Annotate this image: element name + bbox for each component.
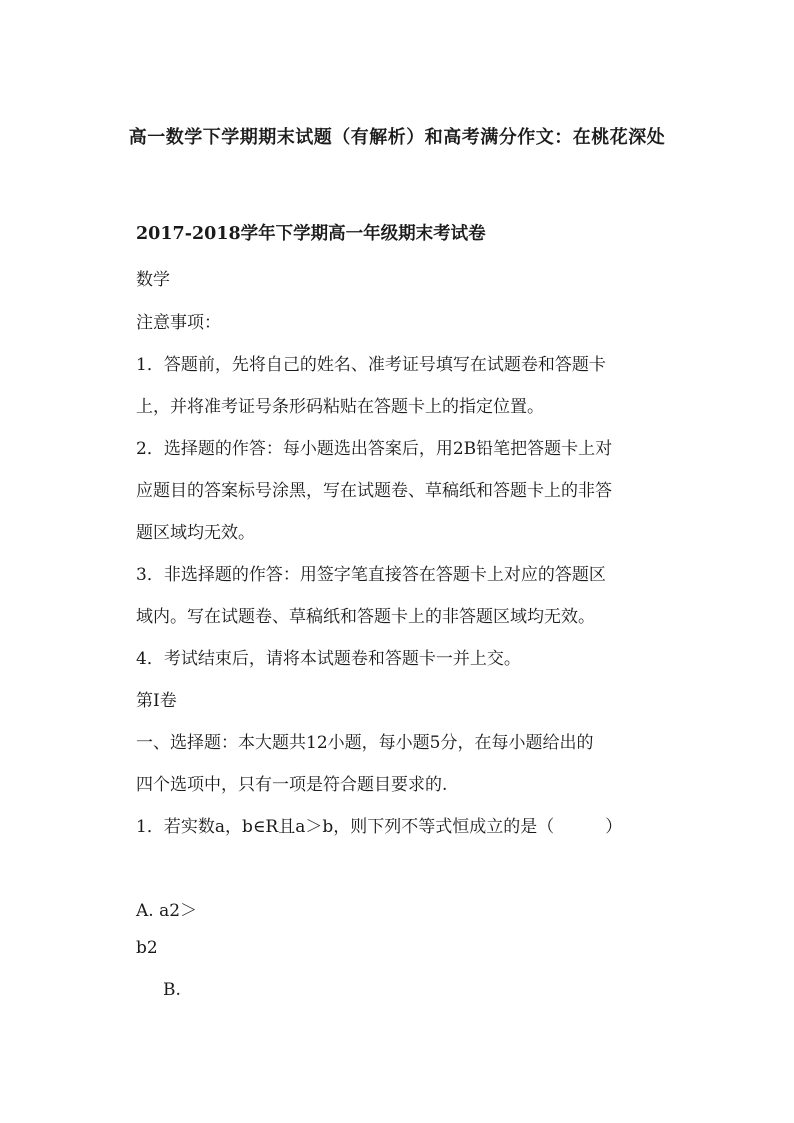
volume-label: 第Ⅰ卷 [136,691,177,711]
question-1: 1．若实数a，b∈R且a＞b，则下列不等式恒成立的是（ ） [136,817,623,837]
option-a-line-1: A. a2＞ [136,901,198,921]
notice-item-3-line-1: 3．非选择题的作答：用签字笔直接答在答题卡上对应的答题区 [136,565,606,585]
notice-item-2-line-3: 题区域均无效。 [136,523,255,543]
subject-label: 数学 [136,270,170,290]
notice-item-1-line-1: 1．答题前，先将自己的姓名、准考证号填写在试题卷和答题卡 [136,355,606,375]
notice-item-2-line-2: 应题目的答案标号涂黑，写在试题卷、草稿纸和答题卡上的非答 [136,481,612,501]
notice-item-4: 4．考试结束后，请将本试题卷和答题卡一并上交。 [136,649,521,669]
option-b: B. [163,980,181,1000]
notice-title: 注意事项： [136,313,221,333]
option-a-line-2: b2 [136,938,158,958]
section-1-line-2: 四个选项中，只有一项是符合题目要求的. [136,775,448,795]
notice-item-3-line-2: 域内。写在试题卷、草稿纸和答题卡上的非答题区域均无效。 [136,607,595,627]
exam-heading: 2017-2018学年下学期高一年级期末考试卷 [136,224,486,244]
notice-item-1-line-2: 上，并将准考证号条形码粘贴在答题卡上的指定位置。 [136,397,544,417]
notice-item-2-line-1: 2．选择题的作答：每小题选出答案后，用2B铅笔把答题卡上对 [136,439,613,459]
section-1-line-1: 一、选择题：本大题共12小题，每小题5分，在每小题给出的 [136,733,594,753]
document-title: 高一数学下学期期末试题（有解析）和高考满分作文：在桃花深处 [128,127,666,148]
